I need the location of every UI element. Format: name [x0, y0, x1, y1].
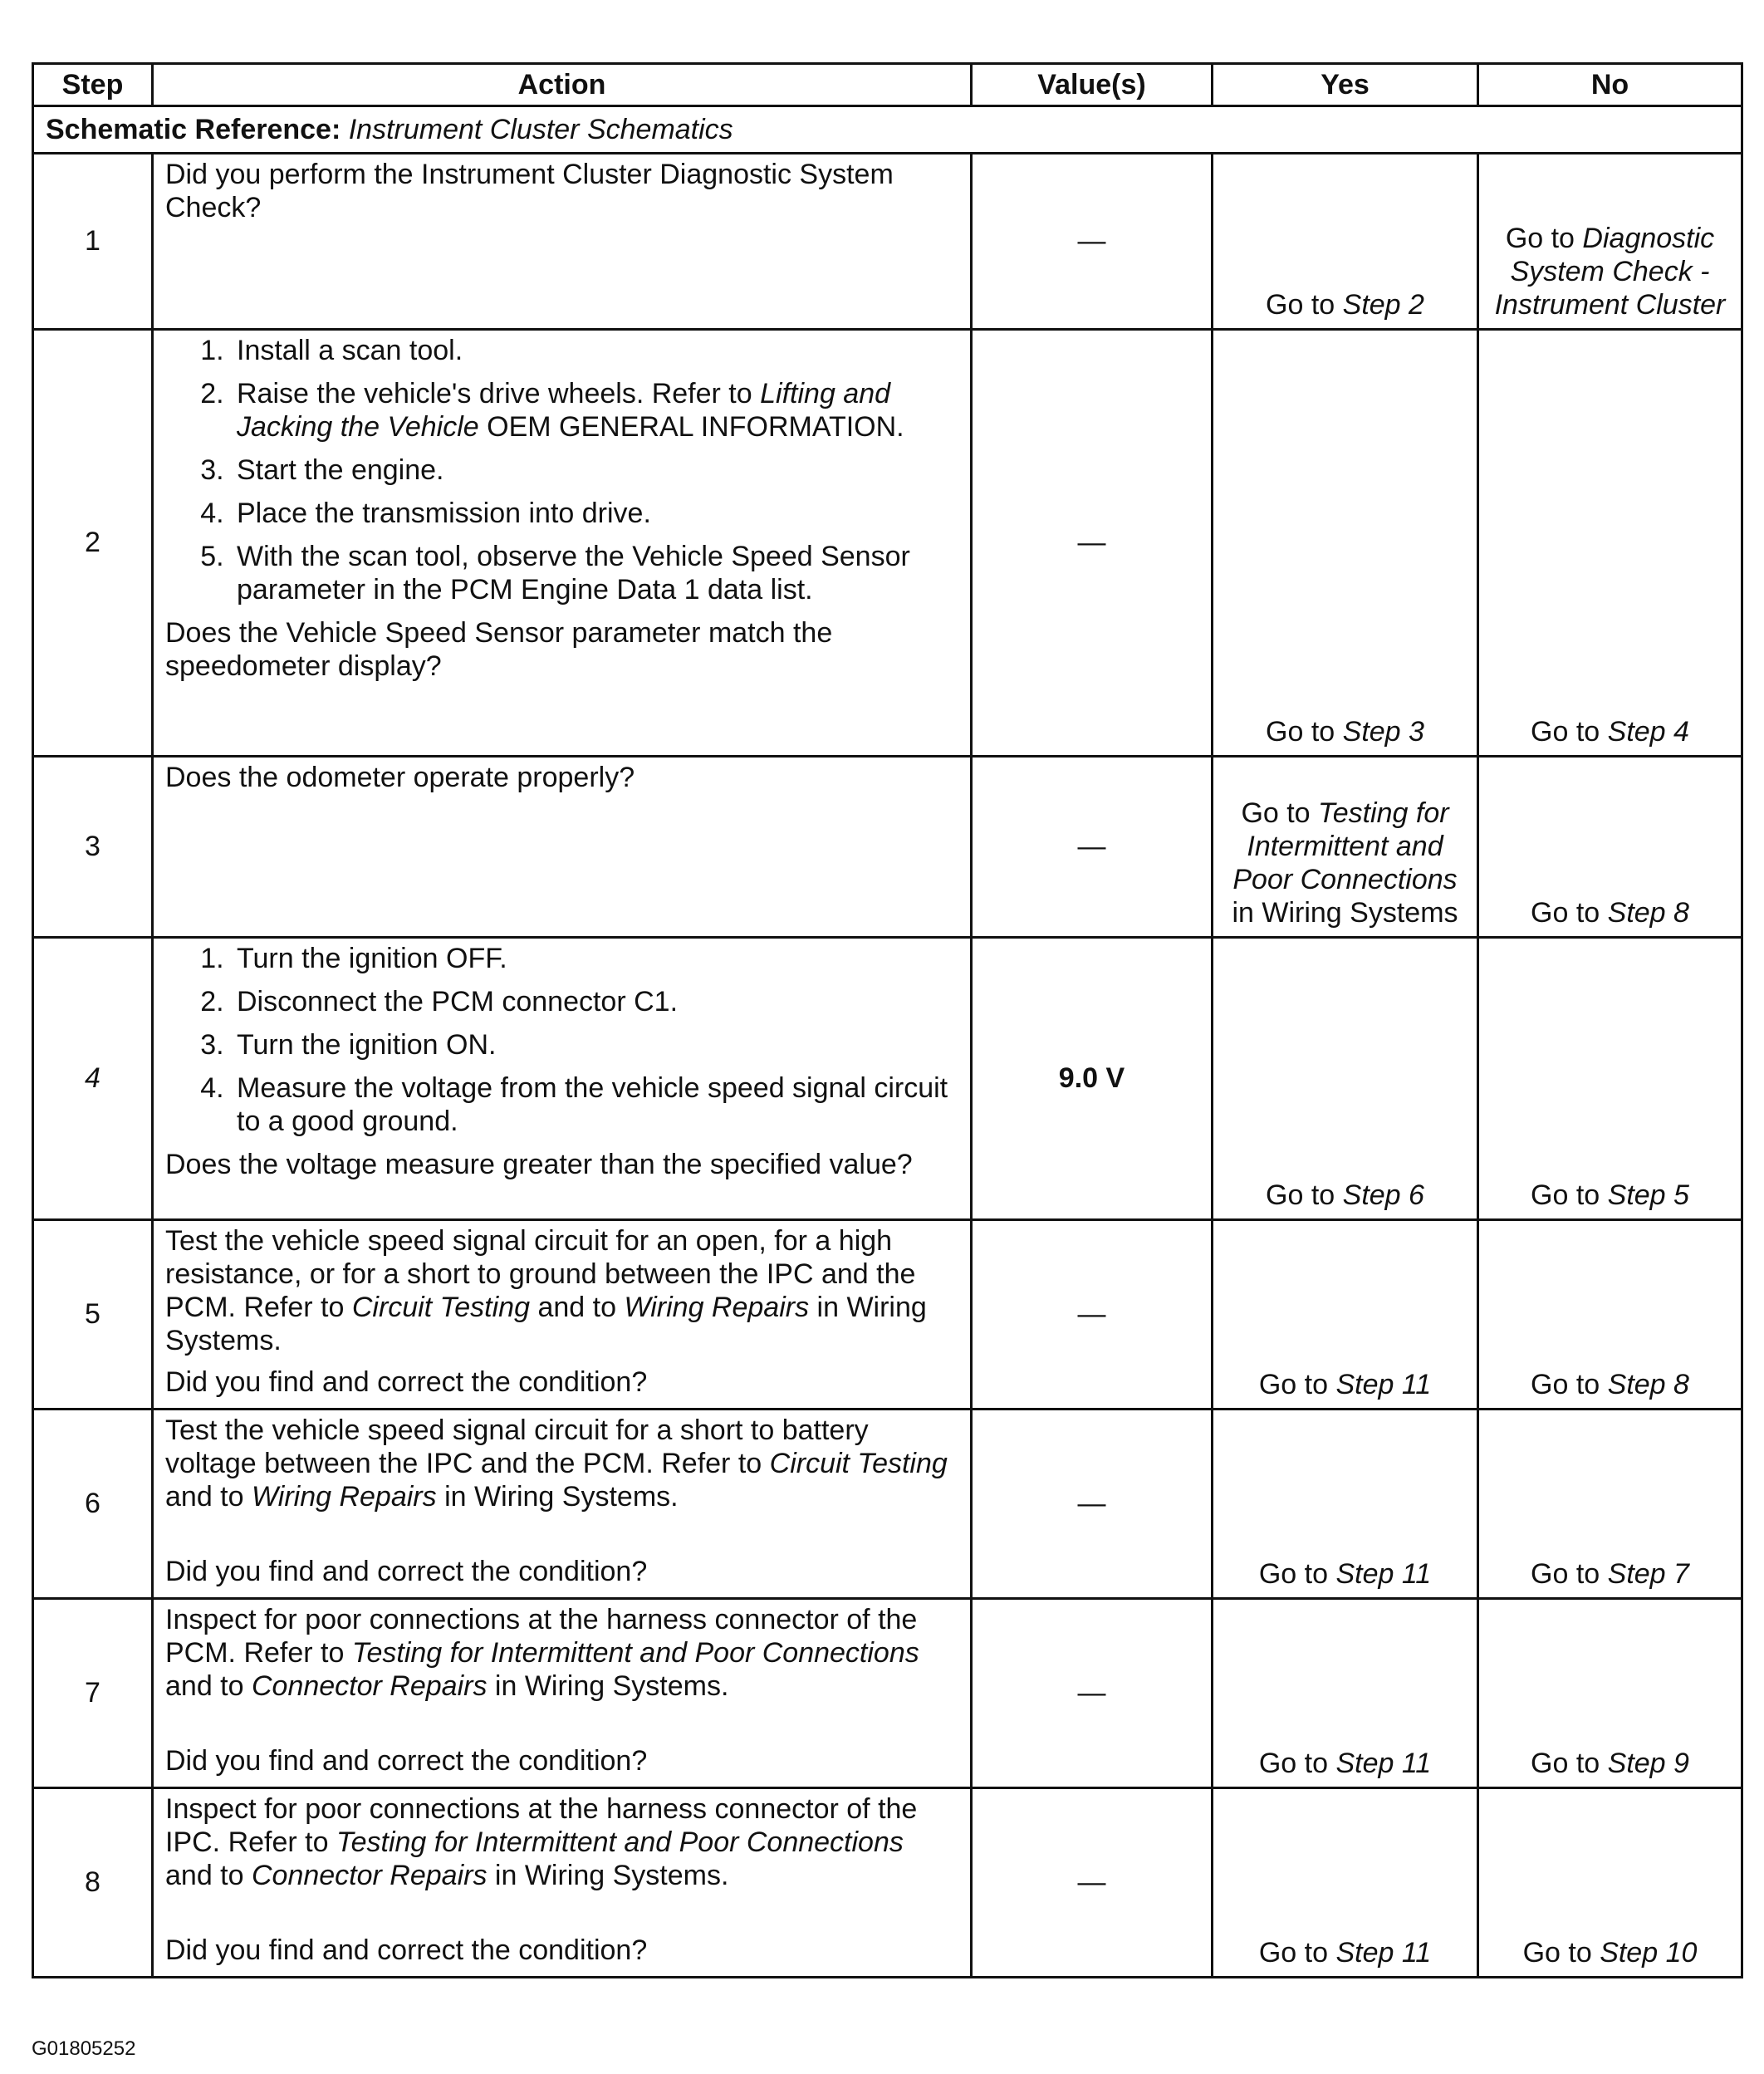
- table-row: [33, 1220, 1742, 1410]
- procedure-list: [165, 334, 958, 606]
- no-link[interactable]: Step 8: [1607, 1369, 1689, 1400]
- no-text: Go to: [1531, 716, 1608, 748]
- table-row: [33, 330, 1742, 757]
- action-text-part: and to: [165, 1860, 252, 1891]
- step-number: 6: [33, 1410, 153, 1599]
- procedure-item: 3. Turn the ignition ON.: [232, 1028, 958, 1062]
- procedure-item: 5. With the scan tool, observe the Vehicle Speed Sensor parameter in the PCM Engine Data 1 data list.: [232, 540, 958, 606]
- schematic-reference-label: Schematic Reference:: [46, 113, 341, 145]
- table-row: [33, 1788, 1742, 1978]
- schematic-reference-row: [33, 106, 1742, 154]
- header-yes: Yes: [1213, 64, 1478, 106]
- yes-text: Go to: [1241, 797, 1319, 829]
- table-row: [33, 1599, 1742, 1788]
- no-cell: [1478, 938, 1742, 1220]
- yes-text: Go to: [1266, 716, 1343, 748]
- action-text: [165, 1603, 958, 1703]
- value-cell: 9.0 V: [972, 938, 1213, 1220]
- yes-cell: [1213, 1788, 1478, 1978]
- yes-text: Go to: [1258, 1748, 1336, 1779]
- no-text: Go to: [1505, 223, 1583, 254]
- figure-id: G01805252: [32, 2037, 136, 2060]
- step-number: 2: [33, 330, 153, 757]
- header-row: [33, 64, 1742, 106]
- action-text: [165, 1792, 958, 1892]
- yes-cell: [1213, 1220, 1478, 1410]
- no-link[interactable]: Step 7: [1607, 1558, 1689, 1590]
- header-no: No: [1478, 64, 1742, 106]
- yes-link[interactable]: Step 11: [1335, 1558, 1432, 1590]
- diagnostic-table: [32, 62, 1743, 1978]
- no-cell: [1478, 1599, 1742, 1788]
- action-text-part: Inspect for poor connections at the harness connector of the IPC. Refer to: [165, 1793, 918, 1858]
- no-cell: [1478, 1220, 1742, 1410]
- no-text: Go to: [1531, 1558, 1608, 1590]
- action-question: Did you find and correct the condition?: [165, 1366, 648, 1398]
- action-link[interactable]: Circuit Testing: [351, 1292, 531, 1323]
- value-cell: —: [972, 1788, 1213, 1978]
- action-link[interactable]: Wiring Repairs: [624, 1292, 810, 1323]
- yes-text: Go to: [1258, 1558, 1336, 1590]
- procedure-link[interactable]: Lifting and Jacking the Vehicle: [237, 378, 891, 443]
- header-step: Step: [33, 64, 153, 106]
- yes-cell: [1213, 757, 1478, 938]
- no-cell: [1478, 154, 1742, 330]
- action-cell: [153, 757, 972, 938]
- procedure-item: 2. Disconnect the PCM connector C1.: [232, 985, 958, 1018]
- yes-link[interactable]: Step 11: [1335, 1369, 1432, 1400]
- action-cell: [153, 938, 972, 1220]
- action-cell: [153, 154, 972, 330]
- action-cell: [153, 1410, 972, 1599]
- action-text-part: Inspect for poor connections at the harness connector of the PCM. Refer to: [165, 1604, 918, 1669]
- action-text-part: in Wiring Systems.: [487, 1860, 729, 1891]
- action-text-part: in Wiring Systems.: [165, 1292, 927, 1356]
- action-text-part: in Wiring Systems.: [487, 1670, 729, 1702]
- action-cell: [153, 1788, 972, 1978]
- action-question: Did you find and correct the condition?: [165, 1934, 648, 1966]
- action-question: Does the Vehicle Speed Sensor parameter match the speedometer display?: [165, 617, 833, 682]
- yes-text: in Wiring Systems: [1232, 897, 1458, 929]
- action-text: Did you perform the Instrument Cluster Diagnostic System Check?: [165, 159, 894, 223]
- step-number: 8: [33, 1788, 153, 1978]
- action-cell: [153, 1220, 972, 1410]
- yes-text: Go to: [1258, 1937, 1336, 1969]
- no-link[interactable]: Step 8: [1607, 897, 1689, 929]
- action-text-part: Test the vehicle speed signal circuit for a short to battery voltage between the IPC and the PCM. Refer to: [165, 1415, 869, 1479]
- action-text: Does the odometer operate properly?: [165, 762, 635, 793]
- action-cell: [153, 1599, 972, 1788]
- yes-link[interactable]: Step 2: [1342, 289, 1424, 321]
- action-question: Does the voltage measure greater than the specified value?: [165, 1149, 913, 1180]
- yes-link[interactable]: Step 11: [1335, 1937, 1432, 1969]
- step-number: 3: [33, 757, 153, 938]
- procedure-item: 3. Start the engine.: [232, 454, 958, 487]
- procedure-list: [165, 942, 958, 1138]
- procedure-item: 1. Install a scan tool.: [232, 334, 958, 367]
- no-text: Go to: [1531, 897, 1608, 929]
- value-cell: —: [972, 154, 1213, 330]
- yes-cell: [1213, 1599, 1478, 1788]
- step-number: 1: [33, 154, 153, 330]
- action-question: Did you find and correct the condition?: [165, 1745, 648, 1777]
- action-text: [165, 1414, 958, 1513]
- schematic-reference-link[interactable]: Instrument Cluster Schematics: [348, 113, 733, 145]
- action-text-part: Test the vehicle speed signal circuit for an open, for a high resistance, or for a short to ground between the IPC and the PCM. Refer to: [165, 1225, 916, 1323]
- no-cell: [1478, 1788, 1742, 1978]
- action-text-part: in Wiring Systems.: [436, 1481, 679, 1513]
- step-number: 7: [33, 1599, 153, 1788]
- action-text-part: and to: [165, 1481, 252, 1513]
- yes-text: Go to: [1258, 1369, 1336, 1400]
- yes-text: Go to: [1266, 1179, 1343, 1211]
- header-value: Value(s): [972, 64, 1213, 106]
- value-cell: —: [972, 330, 1213, 757]
- yes-link[interactable]: Testing for Intermittent and Poor Connections: [1232, 797, 1458, 895]
- step-number: 4: [33, 938, 153, 1220]
- yes-cell: [1213, 1410, 1478, 1599]
- procedure-item: 1. Turn the ignition OFF.: [232, 942, 958, 975]
- value-cell: —: [972, 1220, 1213, 1410]
- schematic-reference: [33, 106, 1742, 154]
- action-question: Did you find and correct the condition?: [165, 1556, 648, 1587]
- yes-link[interactable]: Step 11: [1335, 1748, 1432, 1779]
- table-row: [33, 154, 1742, 330]
- no-text: Go to: [1531, 1369, 1608, 1400]
- action-link[interactable]: Circuit Testing: [769, 1448, 948, 1479]
- value-cell: —: [972, 1410, 1213, 1599]
- no-link[interactable]: Diagnostic System Check - Instrument Cluster: [1494, 223, 1726, 321]
- step-number: 5: [33, 1220, 153, 1410]
- no-link[interactable]: Step 4: [1607, 716, 1689, 748]
- yes-text: Go to: [1266, 289, 1343, 321]
- procedure-item: 4. Measure the voltage from the vehicle speed signal circuit to a good ground.: [232, 1071, 958, 1138]
- action-link[interactable]: Connector Repairs: [251, 1860, 488, 1891]
- yes-link[interactable]: Step 6: [1342, 1179, 1424, 1211]
- no-cell: [1478, 1410, 1742, 1599]
- action-text-part: and to: [530, 1292, 625, 1323]
- no-link[interactable]: Step 10: [1600, 1937, 1698, 1969]
- action-link[interactable]: Connector Repairs: [251, 1670, 488, 1702]
- value-cell: —: [972, 757, 1213, 938]
- table-row: [33, 1410, 1742, 1599]
- action-text: [165, 1224, 958, 1357]
- procedure-item: [232, 377, 958, 444]
- table-row: [33, 938, 1742, 1220]
- yes-cell: [1213, 154, 1478, 330]
- action-link[interactable]: Wiring Repairs: [251, 1481, 437, 1513]
- no-cell: [1478, 330, 1742, 757]
- action-link[interactable]: Testing for Intermittent and Poor Connections: [336, 1826, 904, 1858]
- action-cell: [153, 330, 972, 757]
- yes-cell: [1213, 330, 1478, 757]
- action-text-part: and to: [165, 1670, 252, 1702]
- no-text: Go to: [1531, 1748, 1608, 1779]
- no-link[interactable]: Step 5: [1607, 1179, 1689, 1211]
- yes-cell: [1213, 938, 1478, 1220]
- procedure-text: OEM GENERAL INFORMATION.: [478, 411, 904, 443]
- procedure-item: 4. Place the transmission into drive.: [232, 497, 958, 530]
- yes-link[interactable]: Step 3: [1342, 716, 1424, 748]
- procedure-text: Raise the vehicle's drive wheels. Refer to: [237, 378, 761, 409]
- no-cell: [1478, 757, 1742, 938]
- no-text: Go to: [1522, 1937, 1600, 1969]
- table-row: [33, 757, 1742, 938]
- no-link[interactable]: Step 9: [1607, 1748, 1689, 1779]
- value-cell: —: [972, 1599, 1213, 1788]
- no-text: Go to: [1531, 1179, 1608, 1211]
- header-action: Action: [153, 64, 972, 106]
- action-link[interactable]: Testing for Intermittent and Poor Connections: [351, 1637, 919, 1669]
